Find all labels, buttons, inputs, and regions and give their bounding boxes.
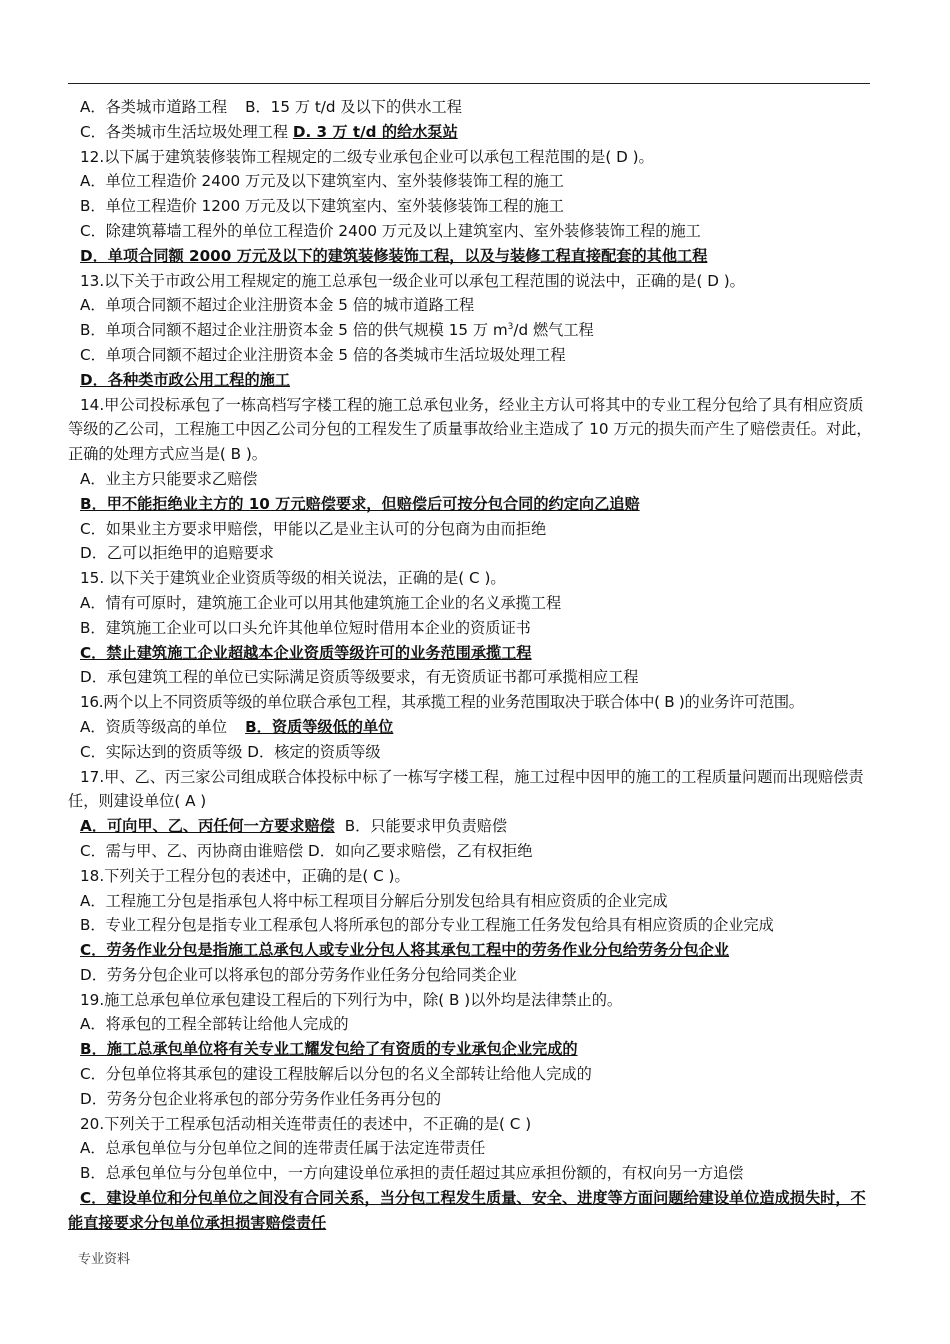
question-14: 14.甲公司投标承包了一栋高档写字楼工程的施工总承包业务，经业主方认可将其中的专业工程分包给了具有相应资质等级的乙公司，工程施工中因乙公司分包的工程发生了质量事故给业主造成了 10 万元的损失而产生了赔偿责任。对此，正确的处理方式应当是( B )。: [68, 395, 872, 464]
answer-option: D．各种类市政公用工程的施工: [80, 370, 291, 389]
option-line: B．单位工程造价 1200 万元及以下建筑室内、室外装修装饰工程的施工: [80, 197, 564, 216]
option-line: A．将承包的工程全部转让给他人完成的: [80, 1015, 349, 1034]
answer-option: D. 3 万 t/d 的给水泵站: [292, 122, 458, 141]
option-line: A．情有可原时，建筑施工企业可以用其他建筑施工企业的名义承揽工程: [80, 593, 562, 612]
page-footer: 专业资料: [78, 1252, 131, 1267]
question-20: 20.下列关于工程承包活动相关连带责任的表述中，不正确的是( C ): [80, 1114, 532, 1133]
answer-option: B．施工总承包单位将有关专业工耀发包给了有资质的专业承包企业完成的: [80, 1040, 578, 1059]
option-line: A．资质等级高的单位 B．资质等级低的单位: [80, 717, 394, 736]
answer-option: C．禁止建筑施工企业超越本企业资质等级许可的业务范围承揽工程: [80, 643, 532, 662]
answer-option: C．建设单位和分包单位之间没有合同关系，当分包工程发生质量、安全、进度等方面问题给建设单位造成损失时，不能直接要求分包单位承担损害赔偿责任: [68, 1189, 866, 1232]
option-line: C．分包单位将其承包的建设工程肢解后以分包的名义全部转让给他人完成的: [80, 1065, 592, 1084]
option-line: C．除建筑幕墙工程外的单位工程造价 2400 万元及以上建筑室内、室外装修装饰工程的施工: [80, 221, 701, 240]
option-line: B．总承包单位与分包单位中，一方向建设单位承担的责任超过其应承担份额的，有权向另一方追偿: [80, 1164, 744, 1183]
option-line: A．工程施工分包是指承包人将中标工程项目分解后分别发包给具有相应资质的企业完成: [80, 891, 668, 910]
answer-option: C．劳务作业分包是指施工总承包人或专业分包人将其承包工程中的劳务作业分包给劳务分包企业: [80, 941, 730, 960]
document-body: [68, 95, 876, 1236]
question-15: 15. 以下关于建筑业企业资质等级的相关说法，正确的是( C )。: [80, 569, 506, 588]
question-17: 17.甲、乙、丙三家公司组成联合体投标中标了一栋写字楼工程，施工过程中因甲的施工的工程质量问题而出现赔偿责任，则建设单位( A ): [68, 767, 864, 811]
question-12: 12.以下属于建筑装修装饰工程规定的二级专业承包企业可以承包工程范围的是( D )。: [80, 147, 654, 166]
option-line: A．可向甲、乙、丙任何一方要求赔偿 B．只能要求甲负责赔偿: [80, 817, 508, 836]
option-line: D．劳务分包企业将承包的部分劳务作业任务再分包的: [80, 1089, 442, 1108]
option-line: A．业主方只能要求乙赔偿: [80, 469, 258, 488]
header-rule: [68, 83, 870, 84]
option-line: D．乙可以拒绝甲的追赔要求: [80, 544, 274, 563]
option-line: C．各类城市生活垃圾处理工程 D. 3 万 t/d 的给水泵站: [80, 122, 458, 141]
option-line: A．总承包单位与分包单位之间的连带责任属于法定连带责任: [80, 1139, 486, 1158]
option-line: C．需与甲、乙、丙协商由谁赔偿 D．如向乙要求赔偿，乙有权拒绝: [80, 841, 533, 860]
option-line: D．劳务分包企业可以将承包的部分劳务作业任务分包给同类企业: [80, 965, 517, 984]
option-line: A．单位工程造价 2400 万元及以下建筑室内、室外装修装饰工程的施工: [80, 172, 564, 191]
option-line: B．单项合同额不超过企业注册资本金 5 倍的供气规模 15 万 $m^3/d$ 燃气工程: [80, 321, 594, 340]
option-line: C．如果业主方要求甲赔偿，甲能以乙是业主认可的分包商为由而拒绝: [80, 519, 547, 538]
answer-option: D．单项合同额 2000 万元及以下的建筑装修装饰工程，以及与装修工程直接配套的其他工程: [80, 246, 708, 265]
question-16: 16.两个以上不同资质等级的单位联合承包工程，其承揽工程的业务范围取决于联合体中( B )的业务许可范围。: [80, 693, 804, 712]
question-13: 13.以下关于市政公用工程规定的施工总承包一级企业可以承包工程范围的说法中，正确的是( D )。: [80, 271, 745, 290]
option-line: A．各类城市道路工程 B．15 万 t/d 及以下的供水工程: [80, 98, 462, 116]
option-line: C．单项合同额不超过企业注册资本金 5 倍的各类城市生活垃圾处理工程: [80, 345, 566, 364]
answer-option: B．资质等级低的单位: [245, 717, 394, 736]
option-line: A．单项合同额不超过企业注册资本金 5 倍的城市道路工程: [80, 296, 475, 315]
question-19: 19.施工总承包单位承包建设工程后的下列行为中，除( B )以外均是法律禁止的。: [80, 990, 623, 1009]
option-line: C．实际达到的资质等级 D．核定的资质等级: [80, 742, 381, 761]
answer-option: B．甲不能拒绝业主方的 10 万元赔偿要求，但赔偿后可按分包合同的约定向乙追赔: [80, 494, 640, 513]
option-line: B．建筑施工企业可以口头允许其他单位短时借用本企业的资质证书: [80, 618, 531, 637]
question-18: 18.下列关于工程分包的表述中，正确的是( C )。: [80, 866, 410, 885]
answer-option: A．可向甲、乙、丙任何一方要求赔偿: [80, 817, 335, 836]
option-line: D．承包建筑工程的单位已实际满足资质等级要求，有无资质证书都可承揽相应工程: [80, 668, 639, 687]
option-line: B．专业工程分包是指专业工程承包人将所承包的部分专业工程施工任务发包给具有相应资质的企业完成: [80, 916, 774, 935]
